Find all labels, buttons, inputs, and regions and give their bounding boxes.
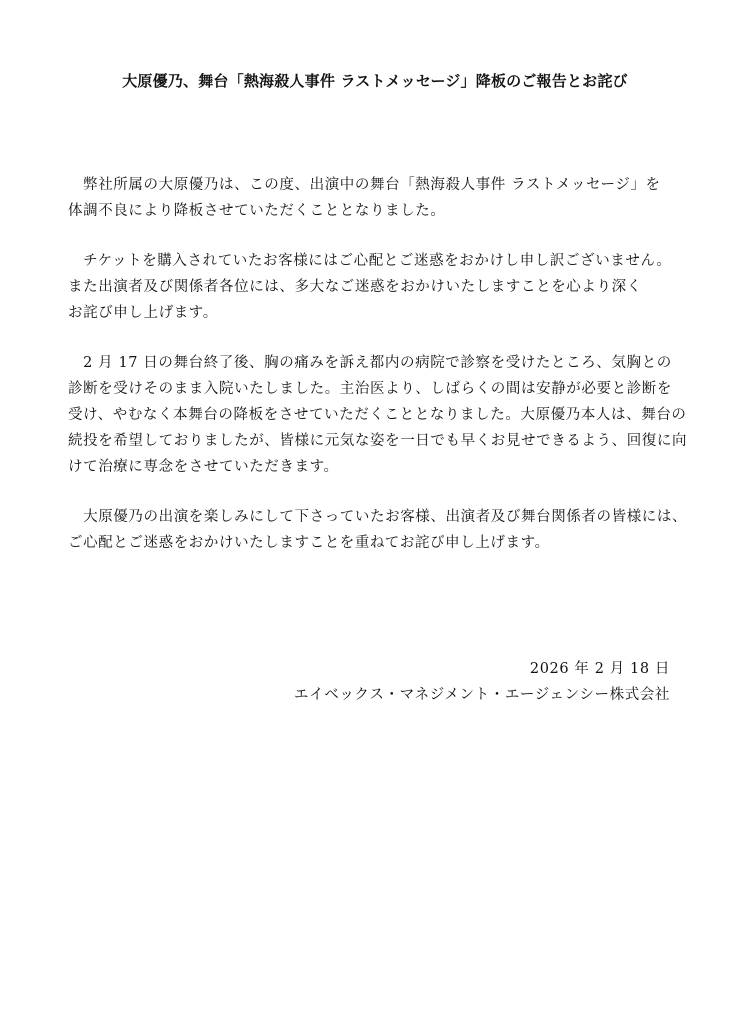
paragraph-details: [68, 350, 688, 480]
document-title: 大原優乃、舞台「熱海殺人事件 ラストメッセージ」降板のご報告とお詫び: [122, 72, 628, 90]
paragraph-line: 2 月 17 日の舞台終了後、胸の痛みを訴え都内の病院で診察を受けたところ、気胸との: [68, 355, 672, 371]
document-date: 2026 年 2 月 18 日: [529, 661, 670, 677]
document-body: [68, 172, 688, 580]
paragraph-line: お詫び申し上げます。: [68, 305, 218, 321]
paragraph-line: また出演者及び関係者各位には、多大なご迷惑をおかけいたしますことを心より深く: [68, 279, 642, 295]
signature-block: [294, 656, 670, 708]
paragraph-line: 診断を受けそのまま入院いたしました。主治医より、しばらくの間は安静が必要と診断を: [68, 381, 672, 397]
paragraph-line: 続投を希望しておりましたが、皆様に元気な姿を一日でも早くお見せできるよう、回復に向: [68, 433, 688, 449]
paragraph-line: ご心配とご迷惑をおかけいたしますことを重ねてお詫び申し上げます。: [68, 535, 550, 551]
paragraph-closing: [68, 504, 688, 556]
paragraph-announcement: [68, 172, 688, 224]
paragraph-line: チケットを購入されていたお客様にはご心配とご迷惑をおかけし申し訳ございません。: [68, 253, 672, 269]
paragraph-line: 体調不良により降板させていただくこととなりました。: [68, 203, 446, 219]
paragraph-apology: [68, 248, 688, 326]
paragraph-line: 受け、やむなく本舞台の降板をさせていただくこととなりました。大原優乃本人は、舞台の: [68, 407, 687, 423]
paragraph-line: 弊社所属の大原優乃は、この度、出演中の舞台「熱海殺人事件 ラストメッセージ」を: [68, 177, 661, 193]
company-name: エイベックス・マネジメント・エージェンシー株式会社: [294, 687, 670, 703]
paragraph-line: 大原優乃の出演を楽しみにして下さっていたお客様、出演者及び舞台関係者の皆様には、: [68, 509, 688, 525]
paragraph-line: けて治療に専念をさせていただきます。: [68, 459, 339, 475]
